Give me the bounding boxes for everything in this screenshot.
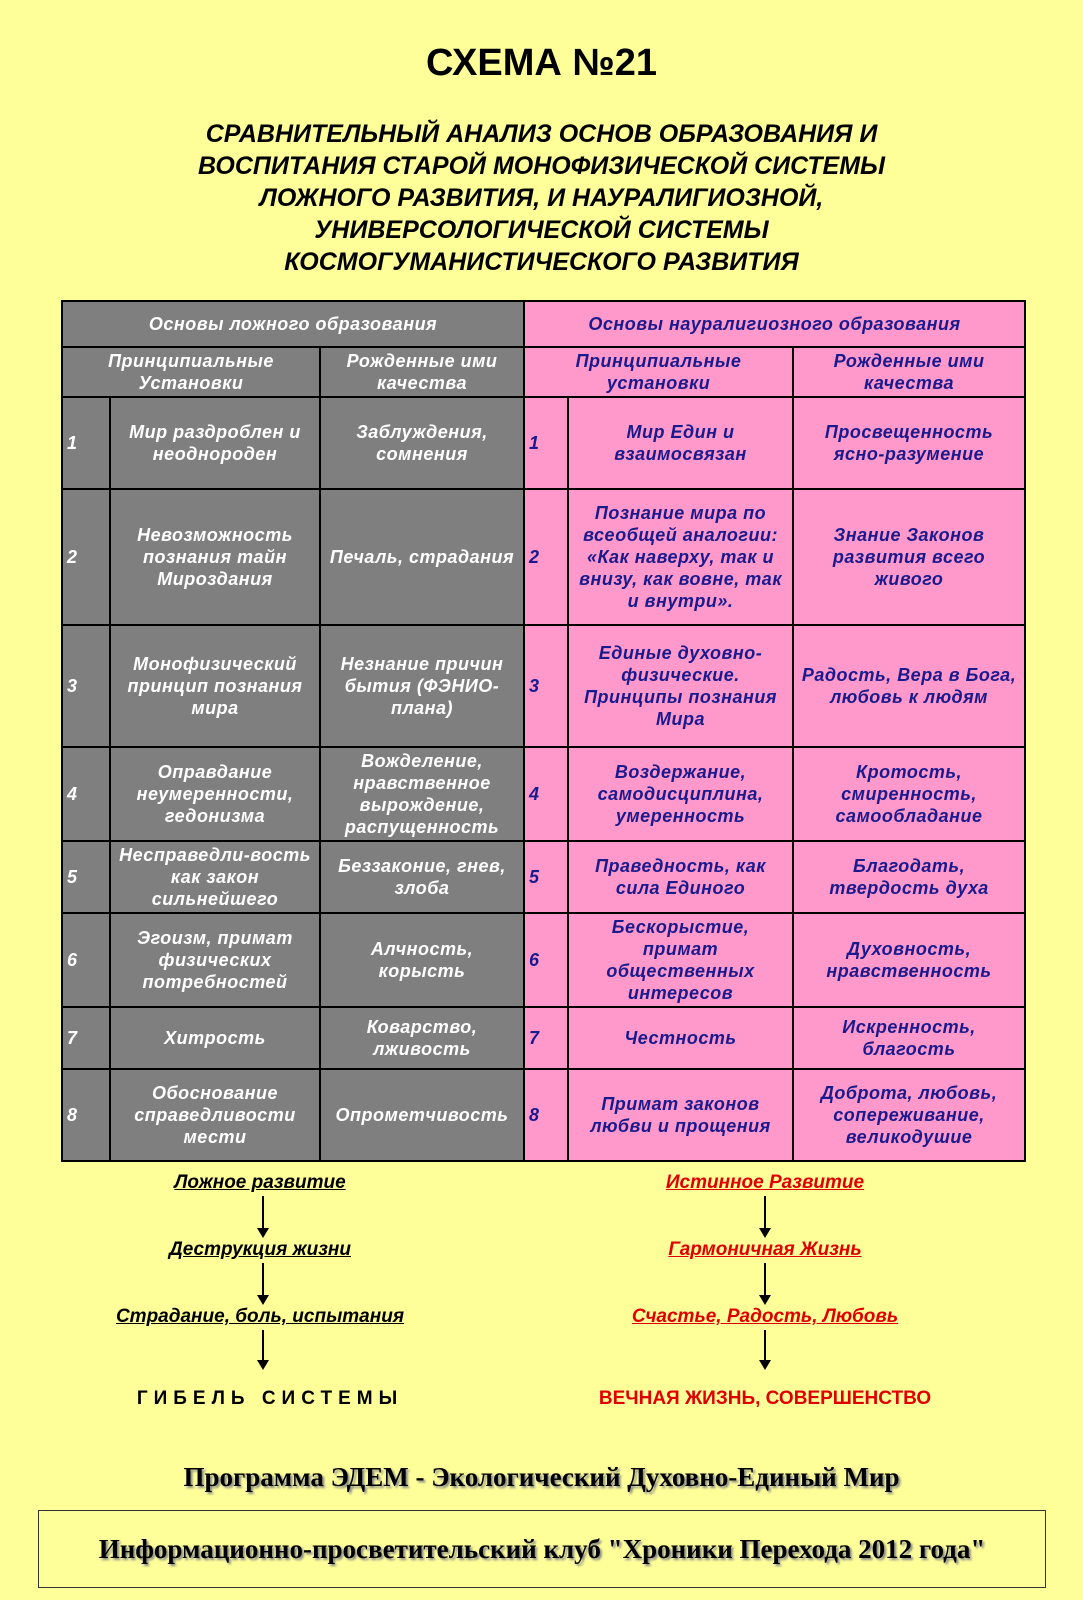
right-header: Основы науралигиозного образования — [524, 301, 1025, 347]
flow-arrow-icon — [764, 1196, 766, 1236]
table-row — [62, 1069, 1025, 1161]
true-principle-cell: Познание мира по всеобщей аналогии: «Как наверху, так и внизу, как вовне, так и внутри». — [568, 489, 793, 625]
table-row — [62, 625, 1025, 747]
row-number-left: 8 — [62, 1069, 110, 1161]
false-principle-cell: Невозможность познания тайн Мироздания — [110, 489, 320, 625]
table-row — [62, 747, 1025, 841]
flow-right-final: ВЕЧНАЯ ЖИЗНЬ, СОВЕРШЕНСТВО — [598, 1388, 932, 1409]
subtitle-line: ВОСПИТАНИЯ СТАРОЙ МОНОФИЗИЧЕСКОЙ СИСТЕМЫ — [197, 152, 886, 180]
false-principle-cell: Мир раздроблен и неоднороден — [110, 397, 320, 489]
table-row — [62, 841, 1025, 913]
true-quality-cell: Просвещенность ясно-разумение — [793, 397, 1025, 489]
row-number-right: 8 — [524, 1069, 568, 1161]
club-text: Информационно-просветительский клуб "Хроники Перехода 2012 года" — [98, 1533, 986, 1564]
row-number-left: 5 — [62, 841, 110, 913]
row-number-left: 2 — [62, 489, 110, 625]
flow-arrow-icon — [764, 1330, 766, 1368]
false-principle-cell: Обоснование справедливости мести — [110, 1069, 320, 1161]
flow-left-step: Страдание, боль, испытания — [115, 1306, 405, 1327]
false-principle-cell: Монофизический принцип познания мира — [110, 625, 320, 747]
table-row — [62, 397, 1025, 489]
false-quality-cell: Печаль, страдания — [320, 489, 524, 625]
row-number-right: 3 — [524, 625, 568, 747]
row-number-left: 6 — [62, 913, 110, 1007]
true-principle-cell: Честность — [568, 1007, 793, 1069]
subtitle-line: УНИВЕРСОЛОГИЧЕСКОЙ СИСТЕМЫ — [314, 216, 769, 244]
flow-left-step: Ложное развитие — [174, 1172, 346, 1193]
flow-arrow-icon — [764, 1263, 766, 1303]
flow-right-step: Истинное Развитие — [665, 1172, 865, 1193]
program-caption: Программа ЭДЕМ - Экологический Духовно-Единый Мир — [183, 1462, 900, 1492]
true-quality-cell: Искренность, благость — [793, 1007, 1025, 1069]
false-quality-cell: Незнание причин бытия (ФЭНИО-плана) — [320, 625, 524, 747]
club-banner — [38, 1510, 1046, 1588]
flow-arrow-icon — [262, 1263, 264, 1303]
true-principle-cell: Бескорыстие, примат общественных интересов — [568, 913, 793, 1007]
comparison-table — [61, 300, 1026, 1162]
false-quality-cell: Алчность, корысть — [320, 913, 524, 1007]
false-principle-cell: Эгоизм, примат физических потребностей — [110, 913, 320, 1007]
subtitle-line: КОСМОГУМАНИСТИЧЕСКОГО РАЗВИТИЯ — [284, 248, 799, 276]
flow-right-step: Гармоничная Жизнь — [668, 1239, 862, 1260]
true-principle-cell: Воздержание, самодисциплина, умеренность — [568, 747, 793, 841]
flow-right-step: Счастье, Радость, Любовь — [631, 1306, 899, 1327]
true-quality-cell: Знание Законов развития всего живого — [793, 489, 1025, 625]
flow-arrow-icon — [262, 1330, 264, 1368]
true-quality-cell: Духовность, нравственность — [793, 913, 1025, 1007]
row-number-left: 4 — [62, 747, 110, 841]
left-sub-principles: Принципиальные Установки — [62, 347, 320, 397]
false-quality-cell: Беззаконие, гнев, злоба — [320, 841, 524, 913]
false-quality-cell: Вожделение, нравственное вырождение, распущенность — [320, 747, 524, 841]
flow-arrow-icon — [262, 1196, 264, 1236]
true-principle-cell: Мир Един и взаимосвязан — [568, 397, 793, 489]
false-quality-cell: Опрометчивость — [320, 1069, 524, 1161]
row-number-right: 2 — [524, 489, 568, 625]
true-principle-cell: Единые духовно-физические. Принципы познания Мира — [568, 625, 793, 747]
row-number-right: 6 — [524, 913, 568, 1007]
left-header: Основы ложного образования — [62, 301, 524, 347]
row-number-right: 1 — [524, 397, 568, 489]
row-number-right: 7 — [524, 1007, 568, 1069]
true-quality-cell: Благодать, твердость духа — [793, 841, 1025, 913]
false-quality-cell: Коварство, лживость — [320, 1007, 524, 1069]
right-sub-principles: Принципиальные установки — [524, 347, 793, 397]
false-quality-cell: Заблуждения, сомнения — [320, 397, 524, 489]
row-number-left: 7 — [62, 1007, 110, 1069]
table-row — [62, 489, 1025, 625]
row-number-left: 1 — [62, 397, 110, 489]
true-quality-cell: Доброта, любовь, сопереживание, великодушие — [793, 1069, 1025, 1161]
true-quality-cell: Кротость, смиренность, самообладание — [793, 747, 1025, 841]
subtitle-line: СРАВНИТЕЛЬНЫЙ АНАЛИЗ ОСНОВ ОБРАЗОВАНИЯ И — [205, 120, 878, 148]
table-row — [62, 913, 1025, 1007]
true-principle-cell: Праведность, как сила Единого — [568, 841, 793, 913]
false-principle-cell: Несправедли-вость как закон сильнейшего — [110, 841, 320, 913]
left-sub-qualities: Рожденные ими качества — [320, 347, 524, 397]
true-principle-cell: Примат законов любви и прощения — [568, 1069, 793, 1161]
subtitle-line: ЛОЖНОГО РАЗВИТИЯ, И НАУРАЛИГИОЗНОЙ, — [259, 184, 824, 212]
true-quality-cell: Радость, Вера в Бога, любовь к людям — [793, 625, 1025, 747]
false-principle-cell: Хитрость — [110, 1007, 320, 1069]
false-principle-cell: Оправдание неумеренности, гедонизма — [110, 747, 320, 841]
row-number-right: 4 — [524, 747, 568, 841]
page-title: СХЕМА №21 — [426, 42, 657, 84]
flow-left-final: ГИБЕЛЬ СИСТЕМЫ — [136, 1388, 404, 1409]
subtitle — [90, 118, 993, 278]
right-sub-qualities: Рожденные ими качества — [793, 347, 1025, 397]
row-number-right: 5 — [524, 841, 568, 913]
flow-left-step: Деструкция жизни — [168, 1239, 351, 1260]
table-row — [62, 1007, 1025, 1069]
row-number-left: 3 — [62, 625, 110, 747]
